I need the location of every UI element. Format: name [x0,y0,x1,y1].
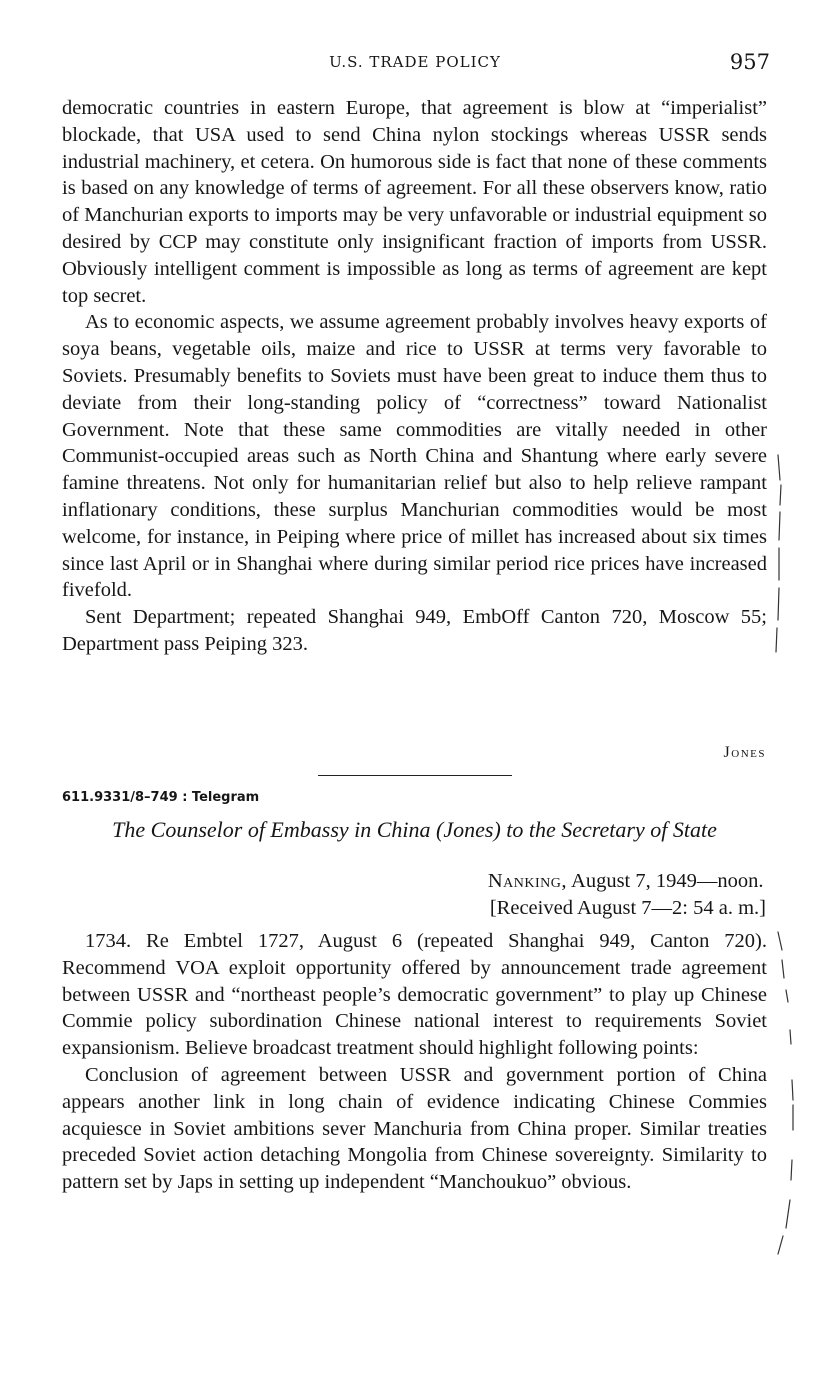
signature [724,744,766,762]
continuation-text [62,95,767,658]
signature-name: Jones [723,744,766,761]
margin-line-mark [791,1160,792,1180]
telegram-paragraph-1: 1734. Re Embtel 1727, August 6 (repeated Shanghai 949, Canton 720). Recommend VOA exploit opportunity offered by announcement trade agreement between USSR and “northeast people’s democratic government” to play up Chinese Commie policy subordination Chinese national interest to requirements Soviet expansionism. Believe broadcast treatment should highlight following points: [62,930,767,1060]
telegram-body [62,928,767,1196]
margin-line-mark [778,1236,783,1254]
running-title: U.S. TRADE POLICY [329,53,501,71]
continuation-paragraph: democratic countries in eastern Europe, that agreement is blow at “imperialist” blockade, that USA used to send China nylon stockings whereas USSR sends industrial machinery, et cetera. On humorous side is fact that none of these comments is based on any knowledge of terms of agreement. For all these observers know, ratio of Manchurian exports to imports may be very unfavorable or industrial equipment so desired by CCP may constitute only insignificant fraction of imports from USSR. Obviously intelligent comment is impossible as long as terms of agreement are kept top secret. [62,97,767,307]
margin-line-mark [786,1200,790,1228]
page-number: 957 [729,50,770,74]
margin-line-mark [778,455,780,480]
date-text: August 7, 1949—noon. [567,870,764,892]
margin-line-mark [786,990,788,1002]
margin-line-mark [782,960,784,978]
economic-aspects-paragraph: As to economic aspects, we assume agreement probably involves heavy exports of soya beans, vegetable oils, maize and rice to USSR at terms very favorable to Soviets. Presumably benefits to Soviets must have been great to induce them thus to deviate from their long-standing policy of “correctness” toward Nationalist Government. Note that these same commodities are vitally needed in other Communist-occupied areas such as North China and Shantung where early severe famine threatens. Not only for humanitarian relief but also to help relieve rampant inflationary conditions, these surplus Manchurian commodities would be most welcome, for instance, in Peiping where price of millet has increased about six times since last April or in Shanghai where during similar period rice prices have increased fivefold. [62,311,767,602]
margin-line-mark [790,1030,791,1044]
dateline [488,868,766,922]
running-head [60,50,770,76]
document-title: The Counselor of Embassy in China (Jones) to the Secretary of State [112,817,717,842]
file-number: 611.9331/8–749 : Telegram [62,790,260,805]
section-divider [318,775,512,776]
telegram-paragraph-2: Conclusion of agreement between USSR and government portion of China appears another link in long chain of evidence indicating Chinese Commies acquiesce in Soviet ambitions sever Manchuria from China proper. Similar treaties preceded Soviet action detaching Mongolia from Chinese sovereignty. Similarity to pattern set by Japs in setting up independent “Manchoukuo” obvious. [62,1063,767,1194]
margin-line-mark [778,932,782,950]
date-line [488,868,766,895]
margin-line-mark [776,628,777,652]
received-line: [Received August 7—2: 54 a. m.] [489,897,766,919]
margin-line-mark [780,485,781,505]
margin-line-mark [778,588,779,620]
distribution-paragraph: Sent Department; repeated Shanghai 949, EmbOff Canton 720, Moscow 55; Department pass Peiping 323. [62,606,767,655]
margin-line-mark [779,512,780,540]
place-name: Nanking, [487,870,568,892]
margin-line-mark [792,1080,793,1100]
